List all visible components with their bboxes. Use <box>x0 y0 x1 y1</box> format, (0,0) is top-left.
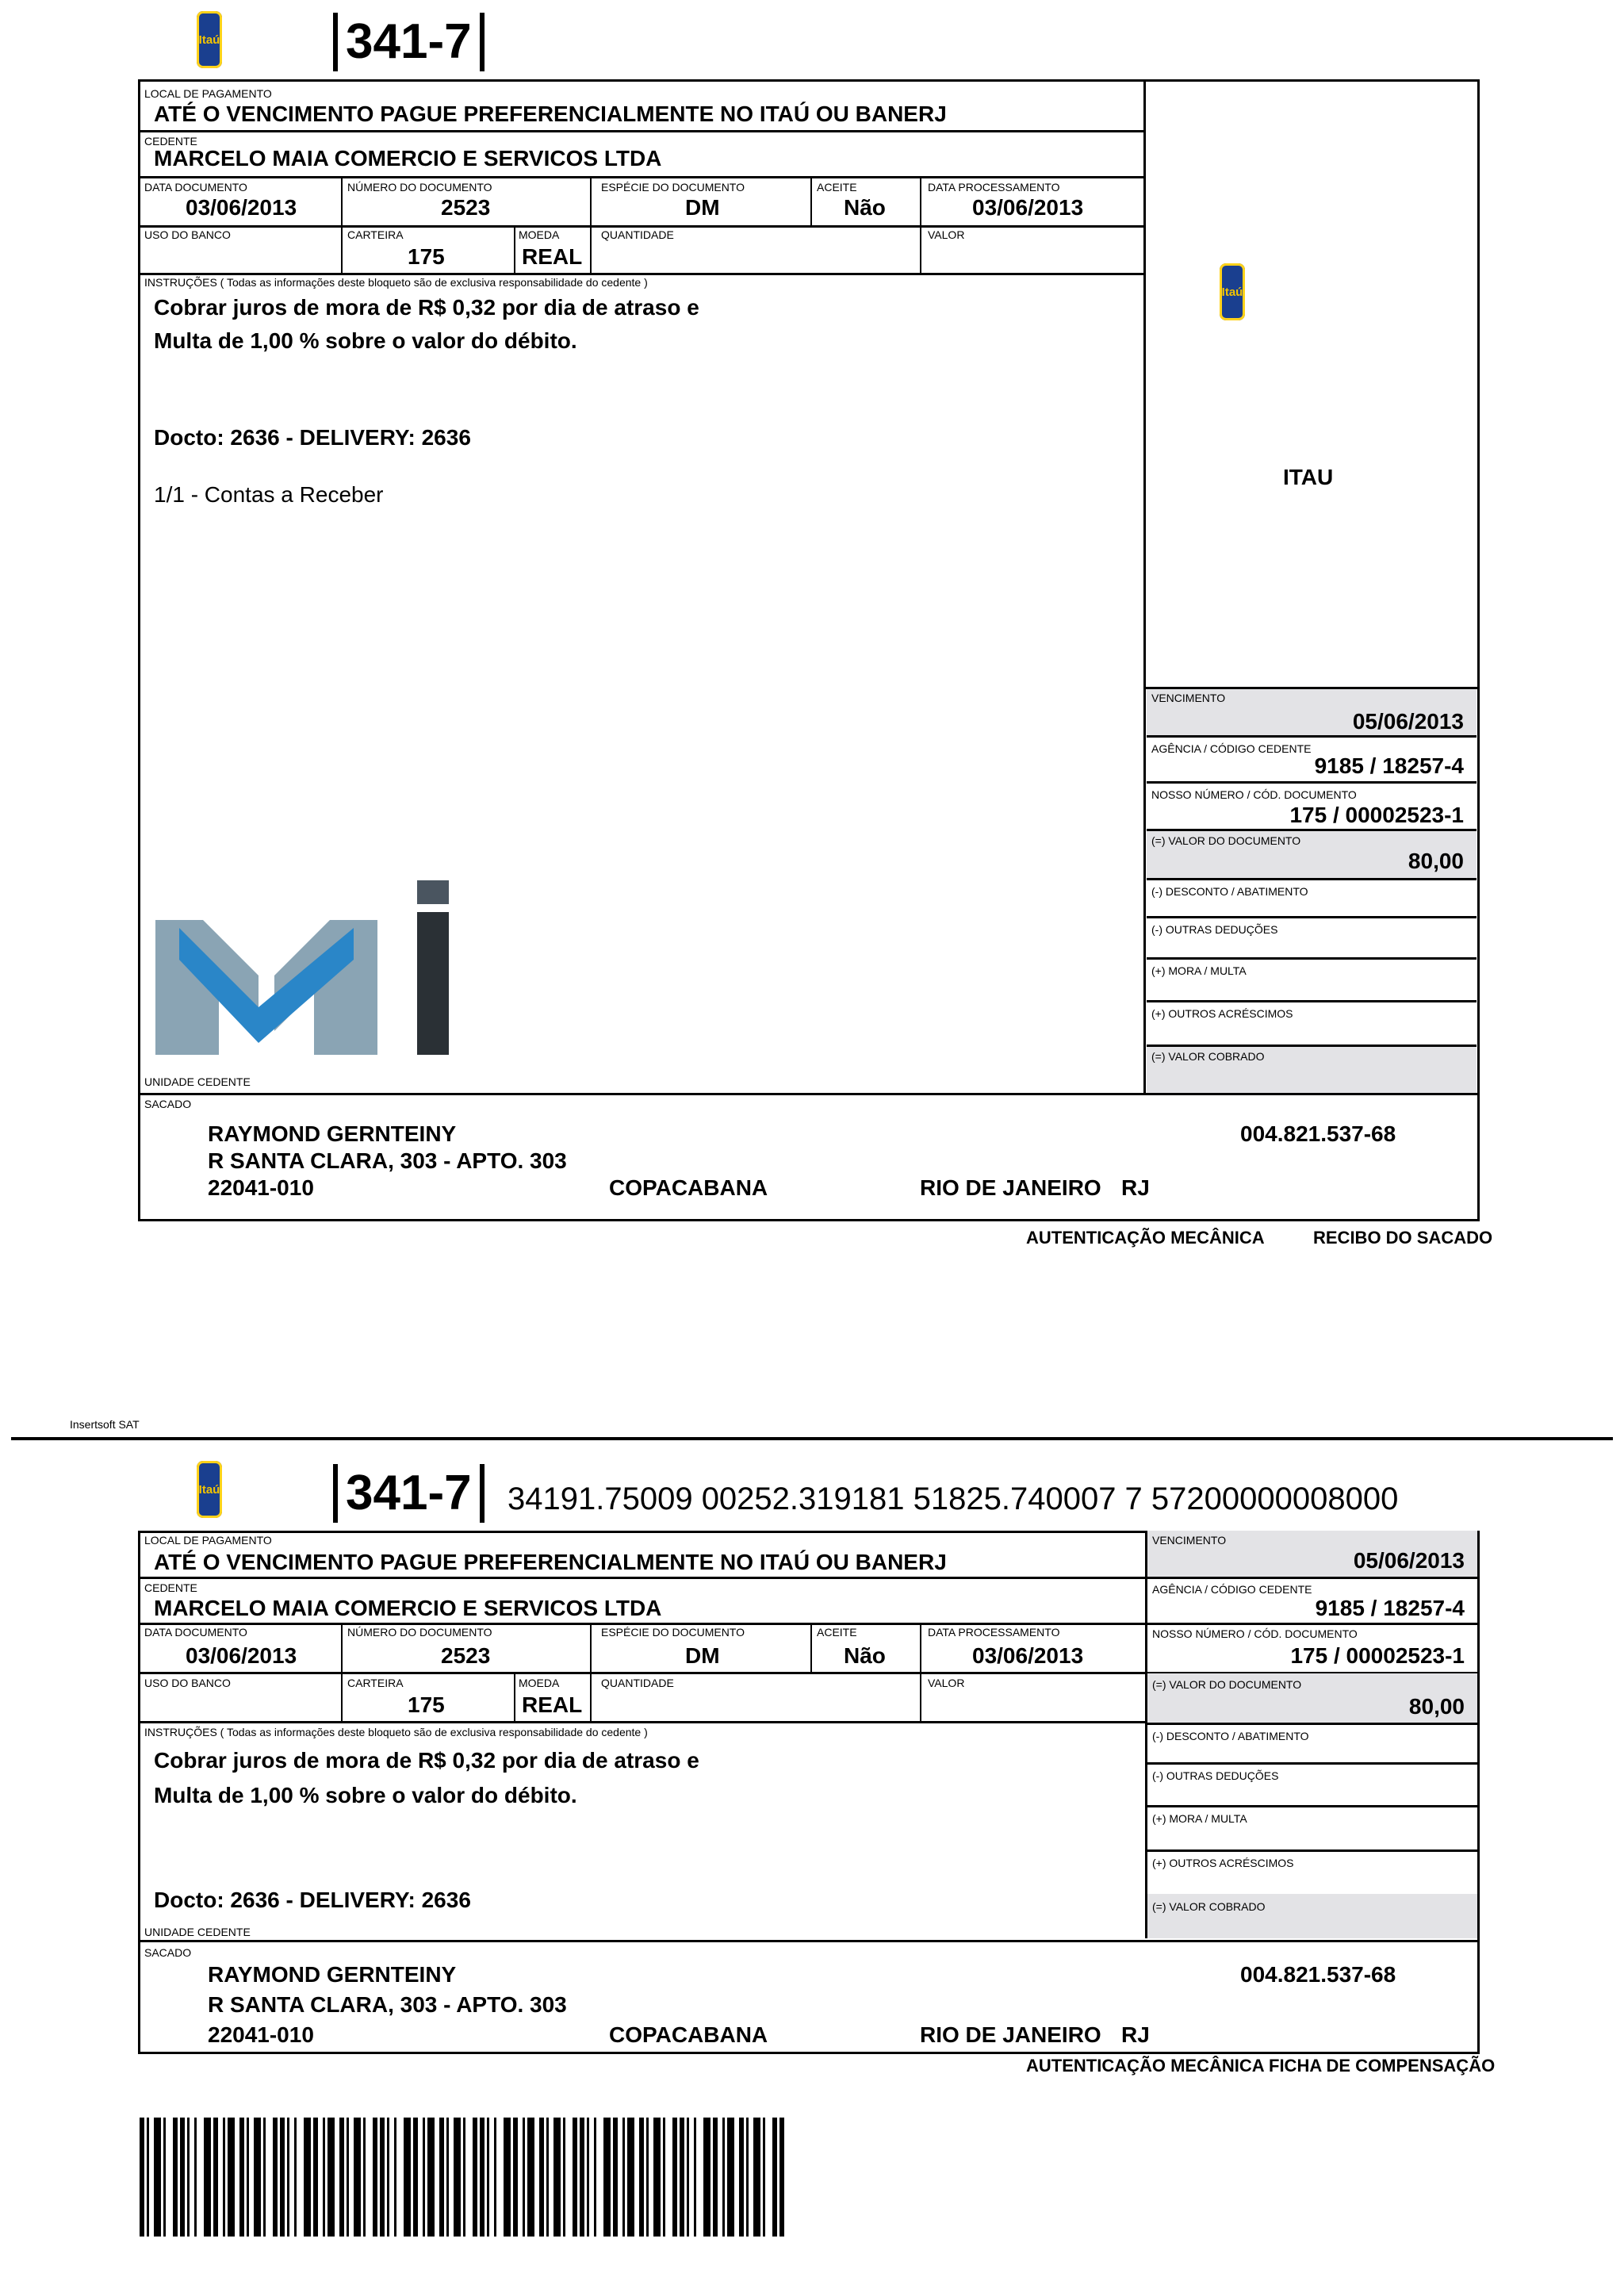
label-local-pagamento: LOCAL DE PAGAMENTO <box>144 87 272 100</box>
ficha-data-proc-value: 03/06/2013 <box>972 1643 1084 1668</box>
ficha-label-quantidade: QUANTIDADE <box>601 1677 674 1689</box>
ficha-field-desconto: (-) DESCONTO / ABATIMENTO <box>1147 1725 1477 1765</box>
itau-logo: Itaú <box>197 11 222 68</box>
ficha-especie-value: DM <box>685 1643 720 1668</box>
sacado-uf: RJ <box>1121 1175 1150 1200</box>
ficha-instruction-1: Cobrar juros de mora de R$ 0,32 por dia de atraso e <box>154 1748 699 1773</box>
ficha-carteira-value: 175 <box>408 1692 445 1717</box>
ficha-field-outras-deducoes: (-) OUTRAS DEDUÇÕES <box>1147 1765 1477 1807</box>
ficha-agencia-value: 9185 / 18257-4 <box>1315 1596 1465 1620</box>
barcode <box>140 2118 785 2237</box>
ficha-label-instrucoes: INSTRUÇÕES ( Todas as informações deste bloqueto são de exclusiva responsabilidade do cedente ) <box>144 1726 648 1738</box>
aceite-value: Não <box>844 195 886 220</box>
ficha-autenticacao-label: AUTENTICAÇÃO MECÂNICA <box>1026 2056 1265 2076</box>
local-pagamento-value: ATÉ O VENCIMENTO PAGUE PREFERENCIALMENTE NO ITAÚ OU BANERJ <box>154 102 947 126</box>
field-vencimento: VENCIMENTO 05/06/2013 <box>1147 687 1477 738</box>
field-outras-deducoes: (-) OUTRAS DEDUÇÕES <box>1147 918 1477 960</box>
label-numero-documento: NÚMERO DO DOCUMENTO <box>347 181 492 194</box>
digitable-line: 34191.75009 00252.319181 51825.740007 7 57200000008000 <box>508 1481 1399 1516</box>
ficha-sacado-doc: 004.821.537-68 <box>1240 1962 1396 1987</box>
label-aceite: ACEITE <box>817 181 857 194</box>
ficha-instruction-2: Multa de 1,00 % sobre o valor do débito. <box>154 1783 577 1807</box>
bank-code: 341-7 <box>333 13 485 71</box>
agencia-value: 9185 / 18257-4 <box>1314 753 1464 778</box>
ficha-field-valor-cobrado: (=) VALOR COBRADO <box>1147 1894 1477 1938</box>
ficha-label-uso-banco: USO DO BANCO <box>144 1677 231 1689</box>
field-nosso-numero: NOSSO NÚMERO / CÓD. DOCUMENTO 175 / 00002523-1 <box>1147 784 1477 831</box>
field-agencia: AGÊNCIA / CÓDIGO CEDENTE 9185 / 18257-4 <box>1147 738 1477 784</box>
sacado-doc: 004.821.537-68 <box>1240 1121 1396 1146</box>
valor-documento-value: 80,00 <box>1408 849 1464 873</box>
cut-line <box>11 1437 1613 1440</box>
ficha-label-unidade: UNIDADE CEDENTE <box>144 1926 251 1938</box>
label-unidade-cedente: UNIDADE CEDENTE <box>144 1075 251 1088</box>
label-data-documento: DATA DOCUMENTO <box>144 181 247 194</box>
numero-documento-value: 2523 <box>441 195 491 220</box>
ficha-label-especie: ESPÉCIE DO DOCUMENTO <box>601 1626 745 1639</box>
instruction-line-1: Cobrar juros de mora de R$ 0,32 por dia de atraso e <box>154 295 699 320</box>
label-carteira: CARTEIRA <box>347 228 404 241</box>
ficha-aceite-value: Não <box>844 1643 886 1668</box>
bank-name: ITAU <box>1283 465 1334 489</box>
field-valor-documento: (=) VALOR DO DOCUMENTO 80,00 <box>1147 831 1477 880</box>
ficha-label-moeda: MOEDA <box>519 1677 560 1689</box>
moeda-value: REAL <box>522 244 583 269</box>
ficha-sacado-name: RAYMOND GERNTEINY <box>208 1962 457 1987</box>
ficha-label-data-doc: DATA DOCUMENTO <box>144 1626 247 1639</box>
ficha-field-mora-multa: (+) MORA / MULTA <box>1147 1807 1477 1852</box>
ficha-field-vencimento: VENCIMENTO 05/06/2013 <box>1147 1531 1477 1577</box>
ficha-compensacao-label: FICHA DE COMPENSAÇÃO <box>1269 2056 1496 2076</box>
label-quantidade: QUANTIDADE <box>601 228 674 241</box>
instruction-line-2: Multa de 1,00 % sobre o valor do débito. <box>154 328 577 353</box>
data-documento-value: 03/06/2013 <box>186 195 297 220</box>
data-processamento-value: 03/06/2013 <box>972 195 1084 220</box>
recibo-label: RECIBO DO SACADO <box>1313 1228 1493 1248</box>
itau-logo-small: Itaú <box>1220 263 1245 320</box>
autenticacao-label: AUTENTICAÇÃO MECÂNICA <box>1026 1228 1265 1248</box>
ficha-label-sacado: SACADO <box>144 1946 192 1959</box>
ficha-label-aceite: ACEITE <box>817 1626 857 1639</box>
ficha-data-doc-value: 03/06/2013 <box>186 1643 297 1668</box>
ficha-label-cedente: CEDENTE <box>144 1581 197 1594</box>
label-instrucoes: INSTRUÇÕES ( Todas as informações deste bloqueto são de exclusiva responsabilidade do cedente ) <box>144 276 648 289</box>
ficha-label-valor: VALOR <box>928 1677 965 1689</box>
itau-logo-ficha: Itaú <box>197 1461 222 1518</box>
especie-value: DM <box>685 195 720 220</box>
ficha-num-doc-value: 2523 <box>441 1643 491 1668</box>
ficha-field-valor-documento: (=) VALOR DO DOCUMENTO 80,00 <box>1147 1673 1477 1723</box>
ficha-field-outros-acrescimos: (+) OUTROS ACRÉSCIMOS <box>1152 1857 1294 1869</box>
ficha-label-local: LOCAL DE PAGAMENTO <box>144 1534 272 1547</box>
sacado-cidade: RIO DE JANEIRO <box>920 1175 1101 1200</box>
ficha-sacado-address: R SANTA CLARA, 303 - APTO. 303 <box>208 1992 567 2017</box>
label-uso-banco: USO DO BANCO <box>144 228 231 241</box>
label-moeda: MOEDA <box>519 228 560 241</box>
ficha-sacado-cidade: RIO DE JANEIRO <box>920 2022 1101 2047</box>
instruction-line-3: Docto: 2636 - DELIVERY: 2636 <box>154 425 471 450</box>
label-valor: VALOR <box>928 228 965 241</box>
ficha-label-data-proc: DATA PROCESSAMENTO <box>928 1626 1060 1639</box>
sacado-address: R SANTA CLARA, 303 - APTO. 303 <box>208 1148 567 1173</box>
ficha-label-carteira: CARTEIRA <box>347 1677 404 1689</box>
field-desconto: (-) DESCONTO / ABATIMENTO <box>1147 880 1477 918</box>
ficha-sacado-uf: RJ <box>1121 2022 1150 2047</box>
ficha-field-nosso-numero: NOSSO NÚMERO / CÓD. DOCUMENTO 175 / 00002523-1 <box>1152 1627 1465 1668</box>
ficha-sacado-cep: 22041-010 <box>208 2022 314 2047</box>
bank-code-ficha: 341-7 <box>333 1464 485 1523</box>
ficha-vencimento-value: 05/06/2013 <box>1353 1548 1465 1573</box>
vencimento-value: 05/06/2013 <box>1352 709 1464 734</box>
ficha-label-num-doc: NÚMERO DO DOCUMENTO <box>347 1626 492 1639</box>
insertsoft-label: Insertsoft SAT <box>70 1418 140 1431</box>
label-sacado: SACADO <box>144 1098 192 1110</box>
ficha-instruction-3: Docto: 2636 - DELIVERY: 2636 <box>154 1888 471 1912</box>
ficha-nosso-numero-value: 175 / 00002523-1 <box>1290 1643 1465 1668</box>
label-especie: ESPÉCIE DO DOCUMENTO <box>601 181 745 194</box>
carteira-value: 175 <box>408 244 445 269</box>
ficha-local-value: ATÉ O VENCIMENTO PAGUE PREFERENCIALMENTE NO ITAÚ OU BANERJ <box>154 1550 947 1574</box>
sacado-bairro: COPACABANA <box>609 1175 768 1200</box>
ficha-valor-documento-value: 80,00 <box>1408 1694 1465 1719</box>
label-cedente: CEDENTE <box>144 135 197 148</box>
label-data-processamento: DATA PROCESSAMENTO <box>928 181 1060 194</box>
field-valor-cobrado: (=) VALOR COBRADO <box>1147 1047 1477 1093</box>
field-mora-multa: (+) MORA / MULTA <box>1147 960 1477 1002</box>
ficha-cedente-value: MARCELO MAIA COMERCIO E SERVICOS LTDA <box>154 1596 662 1620</box>
cedente-value: MARCELO MAIA COMERCIO E SERVICOS LTDA <box>154 146 662 171</box>
sacado-name: RAYMOND GERNTEINY <box>208 1121 457 1146</box>
sacado-cep: 22041-010 <box>208 1175 314 1200</box>
ficha-field-agencia: AGÊNCIA / CÓDIGO CEDENTE 9185 / 18257-4 <box>1152 1583 1465 1620</box>
ficha-moeda-value: REAL <box>522 1692 583 1717</box>
instruction-line-4: 1/1 - Contas a Receber <box>154 482 384 507</box>
field-outros-acrescimos: (+) OUTROS ACRÉSCIMOS <box>1147 1002 1477 1047</box>
nosso-numero-value: 175 / 00002523-1 <box>1289 803 1464 827</box>
cedente-logo <box>147 872 512 1063</box>
ficha-sacado-bairro: COPACABANA <box>609 2022 768 2047</box>
